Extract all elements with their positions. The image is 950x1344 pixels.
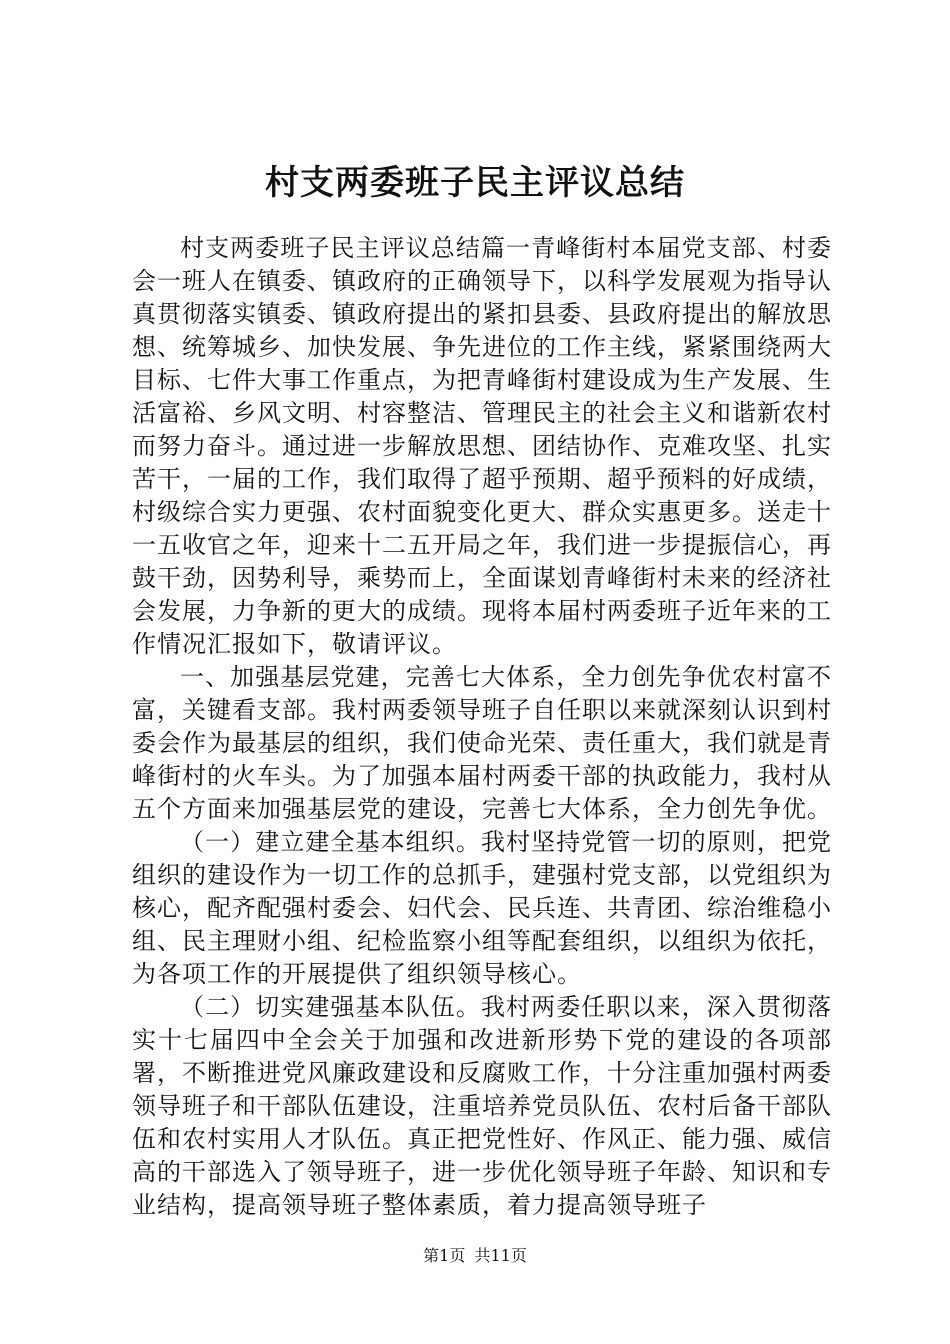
paragraph: （一）建立建全基本组织。我村坚持党管一切的原则，把党组织的建设作为一切工作的总抓手，建强村党支部，以党组织为核心，配齐配强村委会、妇代会、民兵连、共青团、综治维稳小组、民主理财小组、纪检监察小组等配套组织，以组织为依托，为各项工作的开展提供了组织领导核心。 xyxy=(132,828,832,988)
page-footer xyxy=(0,1245,950,1267)
document-body xyxy=(132,232,832,1222)
paragraph: （二）切实建强基本队伍。我村两委任职以来，深入贯彻落实十七届四中全会关于加强和改进新形势下党的建设的各项部署，不断推进党风廉政建设和反腐败工作，十分注重加强村两委领导班子和干部队伍建设，注重培养党员队伍、农村后备干部队伍和农村实用人才队伍。真正把党性好、作风正、能力强、威信高的干部选入了领导班子，进一步优化领导班子年龄、知识和专业结构，提高领导班子整体素质，着力提高领导班子 xyxy=(132,993,832,1219)
page-total: 共11页 xyxy=(474,1246,527,1265)
document-title: 村支两委班子民主评议总结 xyxy=(265,163,685,203)
page-number: 第1页 xyxy=(423,1246,466,1265)
paragraph: 村支两委班子民主评议总结篇一青峰街村本届党支部、村委会一班人在镇委、镇政府的正确领导下，以科学发展观为指导认真贯彻落实镇委、镇政府提出的紧扣县委、县政府提出的解放思想、统筹城乡、加快发展、争先进位的工作主线，紧紧围绕两大目标、七件大事工作重点，为把青峰街村建设成为生产发展、生活富裕、乡风文明、村容整洁、管理民主的社会主义和谐新农村而努力奋斗。通过进一步解放思想、团结协作、克难攻坚、扎实苦干，一届的工作，我们取得了超乎预期、超乎预料的好成绩，村级综合实力更强、农村面貌变化更大、群众实惠更多。送走十一五收官之年，迎来十二五开局之年，我们进一步提振信心，再鼓干劲，因势利导，乘势而上，全面谋划青峰街村未来的经济社会发展，力争新的更大的成绩。现将本届村两委班子近年来的工作情况汇报如下，敬请评议。 xyxy=(132,234,832,658)
paragraph: 一、加强基层党建，完善七大体系，全力创先争优农村富不富，关键看支部。我村两委领导班子自任职以来就深刻认识到村委会作为最基层的组织，我们使命光荣、责任重大，我们就是青峰街村的火车头。为了加强本届村两委干部的执政能力，我村从五个方面来加强基层党的建设，完善七大体系，全力创先争优。 xyxy=(132,663,832,823)
